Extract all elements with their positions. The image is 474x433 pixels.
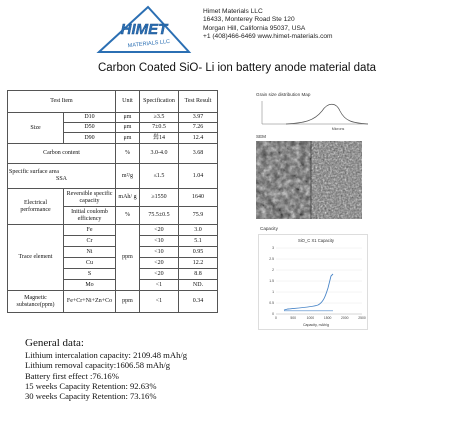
size-label: Size [8,113,64,144]
size-result: 12.4 [179,133,218,144]
trace-spec: <10 [140,247,179,258]
magnetic-label: Magnetic substance(ppm) [8,291,64,313]
size-item: D50 [64,123,116,133]
trace-result: 0.95 [179,247,218,258]
capacity-label: Capacity [260,226,278,231]
carbon-label: Carbon content [8,144,116,164]
capacity-x-tick: 500 [290,316,297,320]
general-line: 15 weeks Capacity Retention: 92.63% [25,380,157,391]
capacity-x-tick: 2000 [341,316,349,320]
trace-item: S [64,269,116,280]
table-header-row [8,91,218,113]
ssa-spec: ≤1.5 [140,164,179,189]
capacity-y-tick: 0.5 [269,301,274,306]
logo-subtext: MATERIALS LLC [127,38,171,50]
ssa-unit: m²/g [116,164,140,189]
header-result: Test Result [179,91,218,113]
capacity-chart [258,234,368,330]
general-line: 30 weeks Capacity Retention: 73.16% [25,391,157,402]
capacity-y-tick: 1 [272,290,274,295]
trace-item: Fe [64,225,116,236]
document-title: Carbon Coated SiO- Li ion battery anode material data [97,62,377,74]
carbon-result: 3.68 [179,144,218,164]
electrical-result: 1640 [179,189,218,207]
size-result: 3.97 [179,113,218,123]
trace-spec: <1 [140,280,179,291]
table-row [8,189,218,207]
table-row [8,225,218,236]
general-line: Lithium removal capacity:1606.58 mAh/g [25,360,171,371]
magnetic-result: 0.34 [179,291,218,313]
general-data [25,337,187,401]
magnetic-item: Fe+Cr+Ni+Zn+Co [64,291,116,313]
ssa-cell [8,164,116,189]
sem-label: SEM [256,134,266,139]
trace-item: Cu [64,258,116,269]
logo-text: HIMET [120,21,168,38]
ssa-sublabel: SSA [55,176,67,182]
general-data-heading: General data: [25,337,84,349]
trace-label: Trace element [8,225,64,291]
electrical-item: Initial coulomb efficiency [64,207,116,225]
size-unit: μm [116,133,140,144]
size-spec: ≥3.5 [140,113,179,123]
ssa-label: Specific surface area [9,169,59,176]
sem-image-left [256,141,311,219]
trace-unit: ppm [116,225,140,291]
header-test-item: Test Item [8,91,116,113]
capacity-x-tick: 1000 [306,316,315,320]
table-row [8,164,218,189]
spec-table [7,90,218,313]
capacity-y-tick: 0 [272,312,274,317]
size-item: D90 [64,133,116,144]
size-result: 7.26 [179,123,218,133]
general-line: Lithium intercalation capacity: 2109.48 mAh/g [25,350,188,360]
capacity-y-tick: 2.5 [269,257,274,262]
header-unit: Unit [116,91,140,113]
capacity-x-tick: 0 [275,316,277,320]
trace-spec: <20 [140,269,179,280]
company-city: Morgan Hill, California 95037, USA [203,24,306,32]
magnetic-unit: ppm [116,291,140,313]
electrical-item: Reversible specific capacity [64,189,116,207]
capacity-y-tick: 3 [272,246,274,251]
capacity-y-tick: 1.5 [269,279,274,284]
grain-size-title: Grain size distribution Map [256,92,311,97]
general-line: Battery first effect :76.16% [25,370,119,381]
size-unit: μm [116,113,140,123]
magnetic-spec: <1 [140,291,179,313]
carbon-unit: % [116,144,140,164]
size-item: D10 [64,113,116,123]
capacity-x-tick: 2500 [358,316,366,320]
capacity-y-tick: 2 [272,268,274,273]
trace-result: ND. [179,280,218,291]
sem-image-right [311,141,362,219]
company-address [203,8,333,41]
table-row [8,113,218,123]
himet-logo [96,4,192,56]
company-name: Himet Materials LLC [203,8,263,15]
size-spec: 7±0.5 [140,123,179,133]
company-street: 16433, Monterey Road Ste 120 [203,16,295,24]
header-spec: Specification [140,91,179,113]
grain-curve [286,104,368,124]
trace-spec: <20 [140,225,179,236]
electrical-spec: ≥1550 [140,189,179,207]
trace-spec: <10 [140,236,179,247]
size-unit: μm [116,123,140,133]
trace-result: 3.0 [179,225,218,236]
capacity-chart-title: SiO_C X1 Capacity [297,238,335,243]
ssa-result: 1.04 [179,164,218,189]
capacity-x-tick: 1500 [323,316,332,320]
trace-item: Mo [64,280,116,291]
grain-axis-label: Microns [331,127,345,131]
size-spec: 䯵14 [140,133,179,144]
trace-result: 8.8 [179,269,218,280]
electrical-spec: 75.5±0.5 [140,207,179,225]
table-row [8,144,218,164]
electrical-result: 75.9 [179,207,218,225]
trace-result: 5.1 [179,236,218,247]
electrical-unit: mAh/ g [116,189,140,207]
capacity-x-label: Capacity, mAh/g [302,323,330,327]
sem-image [256,141,362,219]
electrical-label: Electrical performance [8,189,64,225]
table-row [8,291,218,313]
trace-item: Cr [64,236,116,247]
trace-spec: <20 [140,258,179,269]
company-contact: +1 (408)466-6469 www.himet-materials.com [203,32,333,40]
carbon-spec: 3.0-4.0 [140,144,179,164]
trace-item: Ni [64,247,116,258]
electrical-unit: % [116,207,140,225]
trace-result: 12.2 [179,258,218,269]
grain-size-graph [256,99,374,131]
